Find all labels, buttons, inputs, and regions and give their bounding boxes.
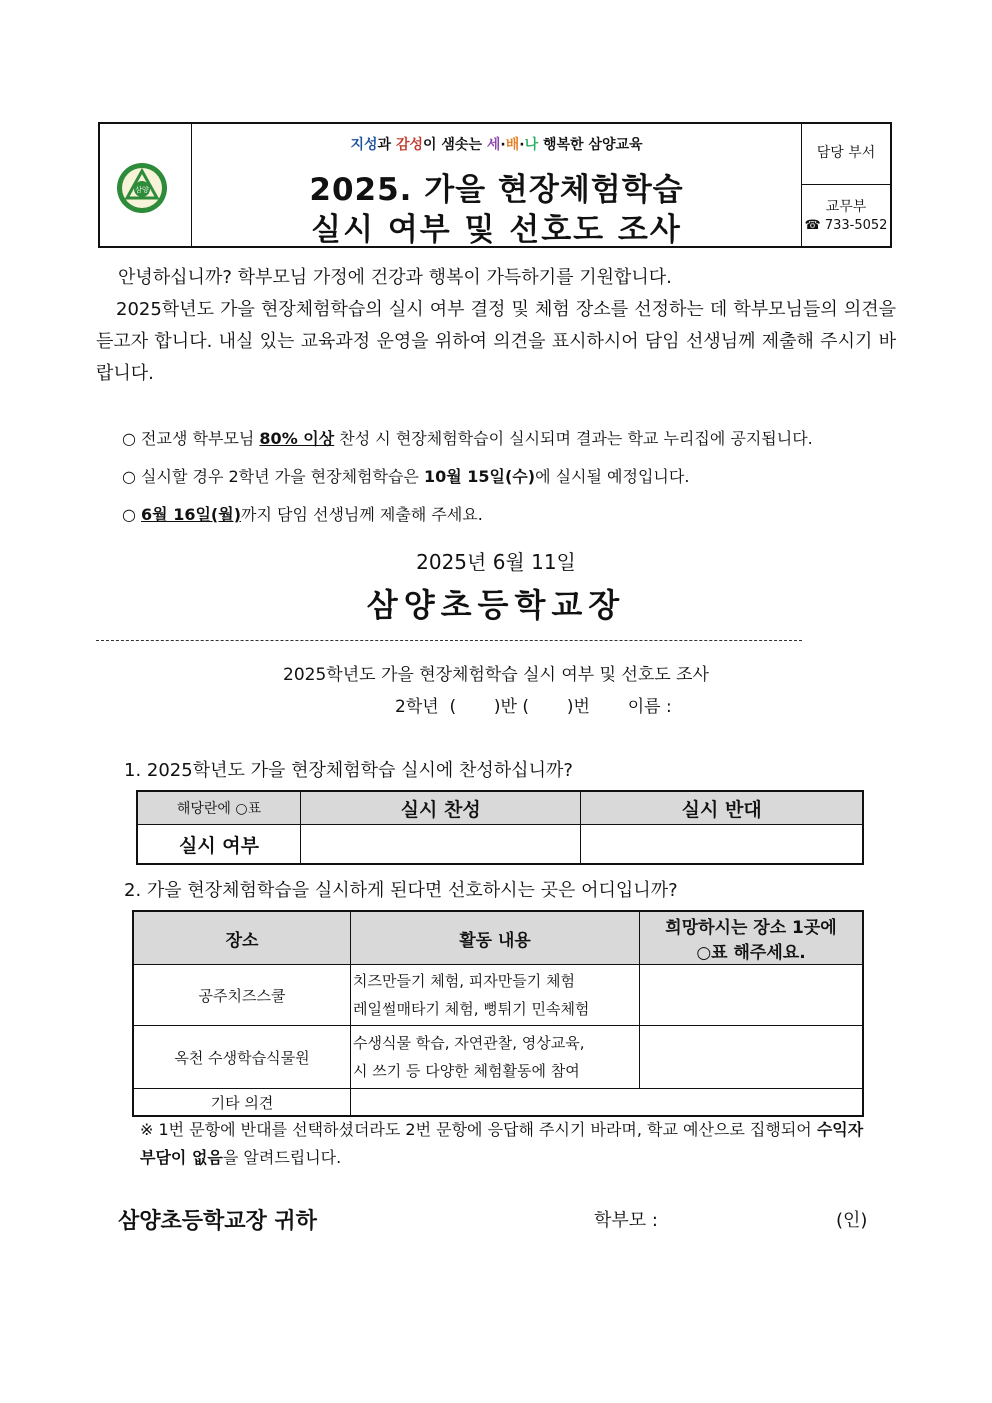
table-row [133, 1089, 863, 1117]
document-title-line2: 실시 여부 및 선호도 조사 [311, 212, 682, 248]
table-row [133, 1026, 863, 1089]
document-header [98, 122, 892, 248]
slogan-part: 나 [524, 137, 539, 153]
footnote-text: ※ 1번 문항에 반대를 선택하셨더라도 2번 문항에 응답해 주시기 바라며, 학교 예산으로 집행되어 [140, 1120, 817, 1139]
footnote [140, 1116, 868, 1172]
slogan [192, 134, 801, 154]
slogan-part: · [519, 137, 525, 153]
activity-line: 시 쓰기 등 다양한 체험활동에 참여 [353, 1062, 580, 1080]
footnote-emphasis: 수익자 부담이 없음 [140, 1120, 864, 1167]
slogan-part: 과 [377, 137, 396, 153]
activity-line: 레일썰매타기 체험, 뻥튀기 민속체험 [353, 1000, 590, 1018]
agree-mark-cell[interactable] [301, 825, 581, 865]
table-row [133, 965, 863, 1026]
notice-bullet [122, 464, 689, 487]
intro-paragraph: 2025학년도 가을 현장체험학습의 실시 여부 결정 및 체험 장소를 선정하는 데 학부모님들의 의견을 듣고자 합니다. 내실 있는 교육과정 운영을 위하여 의견을 표시하시어 담임 선생님께 제출해 주시기 바랍니다. [96, 299, 896, 384]
activity-line: 치즈만들기 체험, 피자만들기 체험 [353, 972, 575, 990]
table-header: 활동 내용 [351, 911, 640, 965]
bullet-text: 찬성 시 현장체험학습이 실시되며 결과는 학교 누리집에 공지됩니다. [334, 429, 813, 448]
table-row [137, 825, 863, 865]
principal-title: 삼양초등학교장 [366, 586, 626, 624]
slogan-part: 세 [486, 137, 501, 153]
table-header-choice [640, 911, 864, 965]
place-name: 공주치즈스쿨 [133, 965, 351, 1026]
disagree-mark-cell[interactable] [581, 825, 863, 865]
footnote-text: 을 알려드립니다. [222, 1148, 342, 1167]
other-opinion-field[interactable] [351, 1089, 864, 1117]
slogan-part: 행복한 삼양교육 [538, 137, 643, 153]
bullet-text: 에 실시될 예정입니다. [535, 467, 690, 486]
place-name: 기타 의견 [133, 1089, 351, 1117]
department-label: 담당 부서 [802, 124, 890, 185]
document-title-line1: 2025. 가을 현장체험학습 [309, 172, 684, 208]
title-cell [192, 124, 802, 246]
question-1-table [136, 790, 864, 865]
seal-mark: (인) [836, 1210, 868, 1231]
parent-signature-label[interactable]: 학부모 : [594, 1210, 658, 1231]
notice-bullet [122, 502, 483, 525]
bullet-text: ○ 전교생 학부모님 [122, 429, 260, 448]
table-header: 장소 [133, 911, 351, 965]
department-phone: ☎ 733-5052 [804, 218, 888, 233]
table-header-row [133, 911, 863, 965]
bullet-text: 까지 담임 선생님께 제출해 주세요. [241, 505, 483, 524]
slogan-part: 지성 [350, 137, 378, 153]
notice-bullet [122, 426, 813, 449]
survey-title: 2025학년도 가을 현장체험학습 실시 여부 및 선호도 조사 [283, 665, 709, 685]
department-name: 교무부 [825, 199, 867, 215]
greeting-text: 안녕하십니까? 학부모님 가정에 건강과 행복이 가득하기를 기원합니다. [118, 267, 672, 288]
department-cell [802, 124, 890, 246]
slogan-part: 감성 [395, 137, 423, 153]
table-header: 실시 찬성 [301, 791, 581, 825]
question-1: 1. 2025학년도 가을 현장체험학습 실시에 찬성하십니까? [124, 760, 573, 781]
activity-cell [351, 965, 640, 1026]
activity-line: 수생식물 학습, 자연관찰, 영상교육, [353, 1034, 585, 1052]
logo-cell [100, 124, 192, 246]
question-2-table [132, 910, 864, 1117]
slogan-part: 이 샘솟는 [423, 137, 487, 153]
bullet-emphasis: 10월 15일(수) [423, 467, 536, 486]
activity-cell [351, 1026, 640, 1089]
school-logo [116, 162, 168, 214]
addressee: 삼양초등학교장 귀하 [118, 1209, 317, 1234]
cut-line [96, 640, 802, 641]
bullet-emphasis: 80% 이상 [259, 429, 335, 448]
choice-mark-cell[interactable] [640, 965, 864, 1026]
issue-date: 2025년 6월 11일 [416, 550, 576, 574]
choice-mark-cell[interactable] [640, 1026, 864, 1089]
logo-text: 삼양 [135, 186, 149, 194]
table-header: ○표 해주세요. [696, 943, 806, 963]
bullet-emphasis: 6월 16일(월) [141, 505, 242, 524]
question-2: 2. 가을 현장체험학습을 실시하게 된다면 선호하시는 곳은 어디입니까? [124, 880, 678, 901]
place-name: 옥천 수생학습식물원 [133, 1026, 351, 1089]
slogan-part: · [500, 137, 506, 153]
bullet-text: ○ [122, 505, 142, 524]
table-header-row [137, 791, 863, 825]
slogan-part: 배 [505, 137, 520, 153]
table-header: 실시 반대 [581, 791, 863, 825]
table-header: 해당란에 ○표 [137, 791, 301, 825]
table-header: 희망하시는 장소 1곳에 [665, 918, 837, 938]
bullet-text: ○ 실시할 경우 2학년 가을 현장체험학습은 [122, 467, 424, 486]
student-info-line[interactable]: 2학년 ( )반 ( )번 이름 : [395, 697, 672, 717]
row-label: 실시 여부 [137, 825, 301, 865]
